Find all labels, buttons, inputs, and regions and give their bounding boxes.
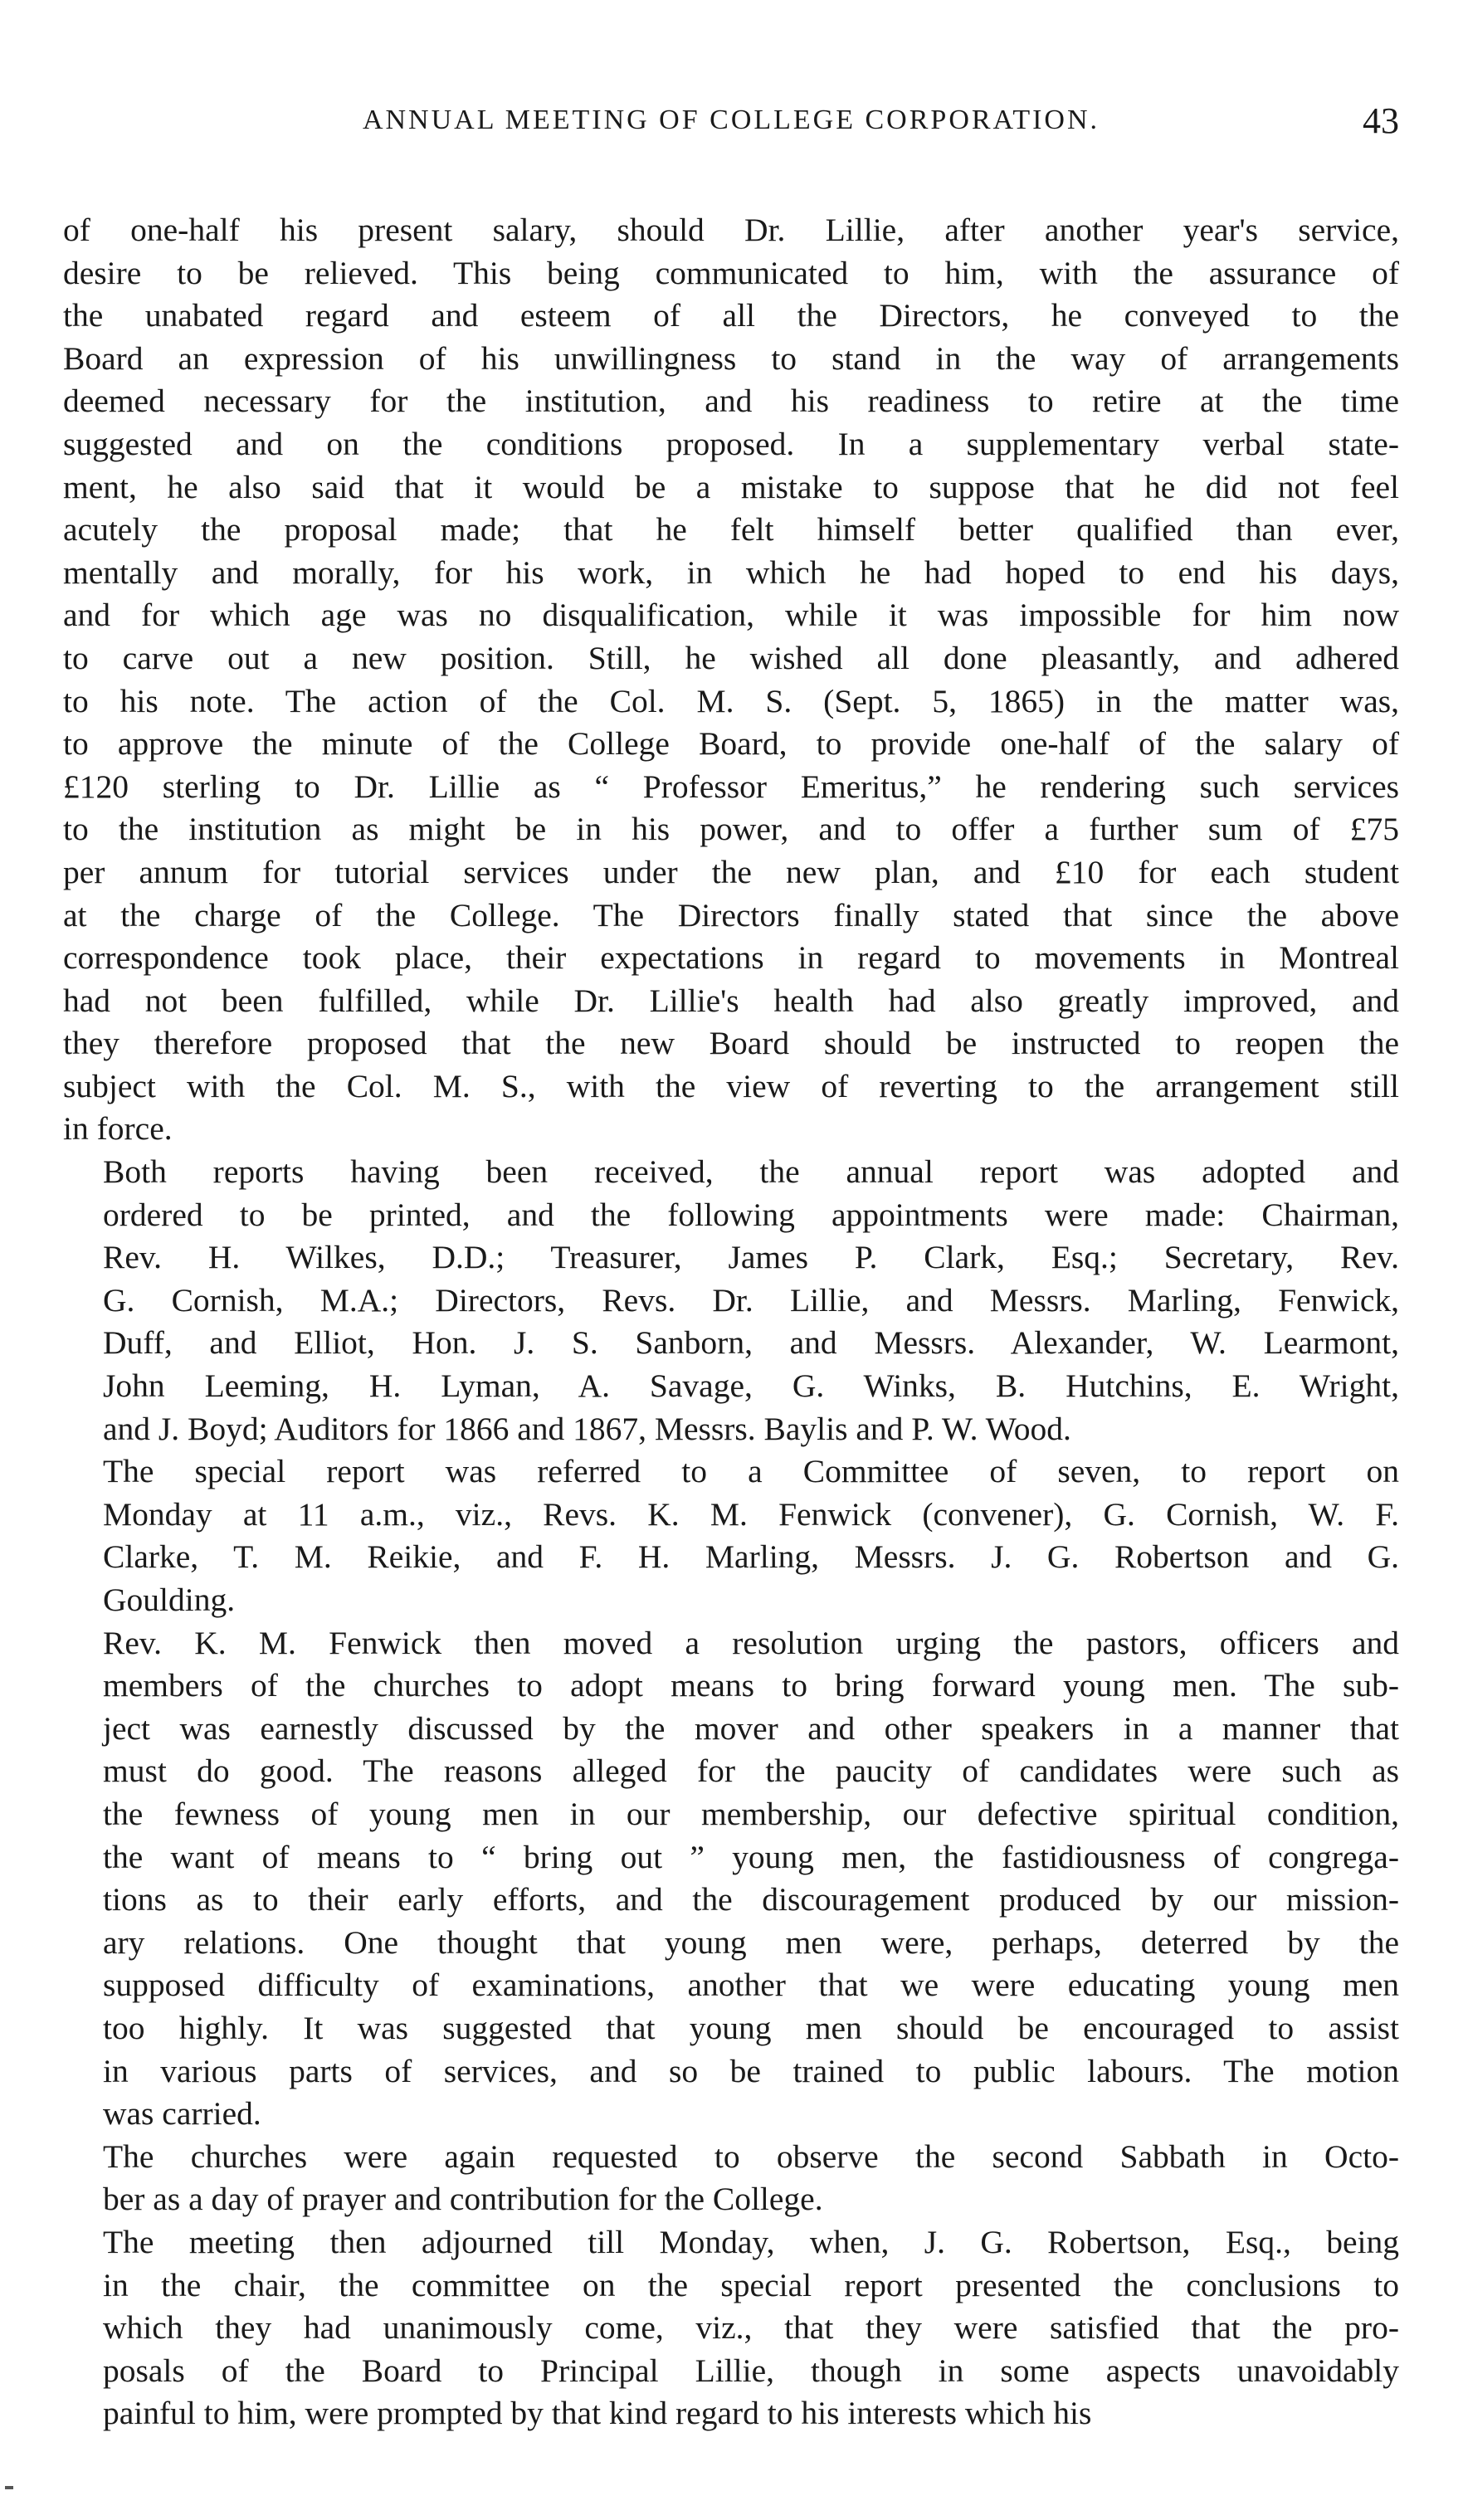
text-line: suggested and on the conditions proposed. In a supplementary verbal state-: [63, 425, 1399, 462]
text-line: to carve out a new position. Still, he wished all done pleasantly, and adhered: [63, 639, 1399, 676]
text-line: members of the churches to adopt means to bring forward young men. The sub-: [103, 1667, 1399, 1704]
text-line: Both reports having been received, the annual report was adopted and: [103, 1153, 1399, 1191]
text-line: the want of means to “ bring out ” young men, the fastidiousness of congrega-: [103, 1838, 1399, 1875]
text-line: ordered to be printed, and the following appointments were made: Chairman,: [103, 1196, 1399, 1233]
paragraph: [63, 2136, 1399, 2221]
paragraph: [63, 209, 1399, 1151]
text-line: painful to him, were prompted by that kind regard to his interests which his: [103, 2395, 1092, 2432]
paragraph: [63, 1151, 1399, 1450]
running-head: [63, 100, 1399, 158]
text-line: Clarke, T. M. Reikie, and F. H. Marling, Messrs. J. G. Robertson and G.: [103, 1538, 1399, 1576]
paragraph: [63, 1450, 1399, 1621]
text-line: Monday at 11 a.m., viz., Revs. K. M. Fenwick (convener), G. Cornish, W. F.: [103, 1495, 1399, 1533]
text-line: and J. Boyd; Auditors for 1866 and 1867, Messrs. Baylis and P. W. Wood.: [103, 1410, 1071, 1447]
text-line: subject with the Col. M. S., with the view of reverting to the arrangement still: [63, 1067, 1399, 1104]
text-line: G. Cornish, M.A.; Directors, Revs. Dr. Lillie, and Messrs. Marling, Fenwick,: [103, 1281, 1399, 1318]
text-line: acutely the proposal made; that he felt himself better qualified than ever,: [63, 511, 1399, 548]
text-line: Duff, and Elliot, Hon. J. S. Sanborn, and Messrs. Alexander, W. Learmont,: [103, 1324, 1399, 1362]
text-line: and for which age was no disqualification, while it was impossible for him now: [63, 597, 1399, 634]
text-line: deemed necessary for the institution, and his readiness to retire at the time: [63, 383, 1399, 420]
text-line: John Leeming, H. Lyman, A. Savage, G. Winks, B. Hutchins, E. Wright,: [103, 1367, 1399, 1405]
text-line: Rev. K. M. Fenwick then moved a resolution urging the pastors, officers and: [103, 1624, 1399, 1661]
paragraph: [63, 1622, 1399, 2136]
text-line: to the institution as might be in his power, and to offer a further sum of £75: [63, 811, 1399, 848]
text-line: The meeting then adjourned till Monday, when, J. G. Robertson, Esq., being: [103, 2223, 1399, 2260]
text-line: £120 sterling to Dr. Lillie as “ Professor Emeritus,” he rendering such services: [63, 768, 1399, 805]
text-line: too highly. It was suggested that young men should be encouraged to assist: [103, 2009, 1399, 2046]
document-page: [63, 100, 1399, 2435]
text-line: in various parts of services, and so be trained to public labours. The motion: [103, 2052, 1399, 2089]
paragraph: [63, 2221, 1399, 2435]
text-line: correspondence took place, their expectations in regard to movements in Montreal: [63, 939, 1399, 977]
text-line: to his note. The action of the Col. M. S. (Sept. 5, 1865) in the matter was,: [63, 682, 1399, 719]
text-line: ject was earnestly discussed by the mover and other speakers in a manner that: [103, 1709, 1399, 1747]
text-line: the unabated regard and esteem of all the Directors, he conveyed to the: [63, 297, 1399, 334]
text-line: supposed difficulty of examinations, another that we were educating young men: [103, 1967, 1399, 2004]
margin-mark: [5, 2486, 13, 2489]
text-line: desire to be relieved. This being communicated to him, with the assurance of: [63, 254, 1399, 291]
text-line: The churches were again requested to observe the second Sabbath in Octo-: [103, 2137, 1399, 2175]
body-text: [63, 209, 1399, 2435]
text-line: the fewness of young men in our membership, our defective spiritual condition,: [103, 1795, 1399, 1832]
text-line: to approve the minute of the College Board, to provide one-half of the salary of: [63, 725, 1399, 763]
running-title: ANNUAL MEETING OF COLLEGE CORPORATION.: [362, 105, 1100, 135]
text-line: in force.: [63, 1110, 173, 1148]
text-line: The special report was referred to a Committee of seven, to report on: [103, 1453, 1399, 1490]
text-line: must do good. The reasons alleged for the paucity of candidates were such as: [103, 1752, 1399, 1790]
text-line: per annum for tutorial services under the new plan, and £10 for each student: [63, 853, 1399, 890]
text-line: Board an expression of his unwillingness to stand in the way of arrangements: [63, 339, 1399, 377]
text-line: mentally and morally, for his work, in which he had hoped to end his days,: [63, 553, 1399, 591]
text-line: was carried.: [103, 2095, 261, 2132]
text-line: had not been fulfilled, while Dr. Lillie's health had also greatly improved, and: [63, 982, 1399, 1019]
text-line: Goulding.: [103, 1582, 236, 1618]
text-line: tions as to their early efforts, and the discouragement produced by our mission-: [103, 1881, 1399, 1918]
text-line: in the chair, the committee on the special report presented the conclusions to: [103, 2266, 1399, 2303]
page-number: 43: [1363, 100, 1399, 141]
text-line: ber as a day of prayer and contribution for the College.: [103, 2181, 823, 2218]
text-line: ment, he also said that it would be a mistake to suppose that he did not feel: [63, 468, 1399, 505]
text-line: of one-half his present salary, should Dr. Lillie, after another year's service,: [63, 212, 1399, 248]
text-line: which they had unanimously come, viz., that they were satisfied that the pro-: [103, 2309, 1399, 2347]
text-line: at the charge of the College. The Directors finally stated that since the above: [63, 896, 1399, 933]
text-line: ary relations. One thought that young men were, perhaps, deterred by the: [103, 1923, 1399, 1961]
text-line: they therefore proposed that the new Board should be instructed to reopen the: [63, 1025, 1399, 1062]
text-line: Rev. H. Wilkes, D.D.; Treasurer, James P. Clark, Esq.; Secretary, Rev.: [103, 1239, 1399, 1276]
text-line: posals of the Board to Principal Lillie, though in some aspects unavoidably: [103, 2352, 1399, 2389]
